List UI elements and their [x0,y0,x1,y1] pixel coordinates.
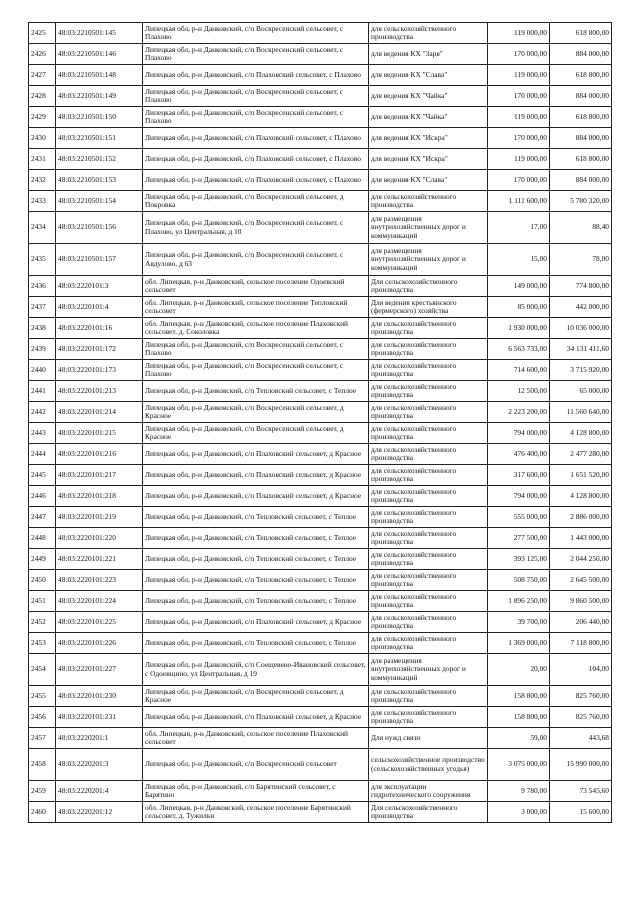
cadastral-value-cell: 104,00 [550,654,612,686]
row-number: 2426 [29,44,56,65]
area-cell: 85 000,00 [488,297,550,318]
address-cell: Липецкая обл, р-н Данковский, с/п Воскресенский сельсовет, с Плахово [143,107,369,128]
address-cell: Липецкая обл, р-н Данковский, с/п Тепловский сельсовет, с Теплое [143,570,369,591]
row-number: 2437 [29,297,56,318]
area-cell: 1 896 250,00 [488,591,550,612]
cadastral-value-cell: 11 560 640,00 [550,402,612,423]
row-number: 2435 [29,244,56,276]
purpose-cell: для сельскохозяйственного производства [369,381,488,402]
cadastral-number: 48:03:2220101:225 [56,612,143,633]
table-row [29,486,612,507]
table-row [29,402,612,423]
cadastral-number: 48:03:2220101:16 [56,318,143,339]
cadastral-value-cell: 15 600,00 [550,802,612,823]
cadastral-value-cell: 34 131 411,60 [550,339,612,360]
table-row [29,44,612,65]
area-cell: 6 563 733,00 [488,339,550,360]
table-row [29,528,612,549]
cadastral-value-cell: 1 443 000,00 [550,528,612,549]
address-cell: Липецкая обл, р-н Данковский, с/п Плаховский сельсовет, д Красное [143,444,369,465]
address-cell: Липецкая обл, р-н Данковский, с/п Плаховский сельсовет, с Плахово [143,65,369,86]
cadastral-number: 48:03:2220101:173 [56,360,143,381]
area-cell: 3 075 000,00 [488,749,550,781]
area-cell: 1 930 000,00 [488,318,550,339]
cadastral-value-cell: 2 645 500,00 [550,570,612,591]
purpose-cell: Для сельскохозяйственного производства [369,802,488,823]
area-cell: 9 780,00 [488,781,550,802]
area-cell: 158 800,00 [488,707,550,728]
purpose-cell: для сельскохозяйственного производства [369,591,488,612]
area-cell: 158 800,00 [488,686,550,707]
address-cell: Липецкая обл, р-н Данковский, с/п Тепловский сельсовет, с Теплое [143,633,369,654]
row-number: 2430 [29,128,56,149]
area-cell: 15,00 [488,244,550,276]
area-cell: 1 111 600,00 [488,191,550,212]
cadastral-value-cell: 884 000,00 [550,128,612,149]
cadastral-number: 48:03:2220101:226 [56,633,143,654]
cadastral-value-cell: 618 800,00 [550,107,612,128]
table-row [29,107,612,128]
row-number: 2446 [29,486,56,507]
row-number: 2439 [29,339,56,360]
row-number: 2447 [29,507,56,528]
row-number: 2433 [29,191,56,212]
address-cell: Липецкая обл, р-н Данковский, с/п Тепловский сельсовет, с Теплое [143,381,369,402]
cadastral-number: 48:03:2210501:148 [56,65,143,86]
table-row [29,244,612,276]
cadastral-value-cell: 884 000,00 [550,170,612,191]
address-cell: Липецкая обл, р-н Данковский, с/п Воскресенский сельсовет, д Покровка [143,191,369,212]
area-cell: 317 600,00 [488,465,550,486]
area-cell: 476 400,00 [488,444,550,465]
address-cell: Липецкая обл, р-н Данковский, с/п Воскресенский сельсовет, с Плахово [143,23,369,44]
cadastral-value-cell: 5 780 320,00 [550,191,612,212]
table-row [29,339,612,360]
purpose-cell: для ведения КХ "Заря" [369,44,488,65]
address-cell: Липецкая обл, р-н Данковский, с/п Плаховский сельсовет, с Плахово [143,128,369,149]
cadastral-value-cell: 3 715 920,00 [550,360,612,381]
table-row [29,297,612,318]
row-number: 2454 [29,654,56,686]
table-row [29,465,612,486]
area-cell: 714 600,00 [488,360,550,381]
area-cell: 1 369 000,00 [488,633,550,654]
address-cell: Липецкая обл, р-н Данковский, с/п Плаховский сельсовет, с Плахово [143,149,369,170]
cadastral-number: 48:03:2220201:1 [56,728,143,749]
cadastral-value-cell: 7 118 800,00 [550,633,612,654]
row-number: 2460 [29,802,56,823]
table-row [29,802,612,823]
row-number: 2431 [29,149,56,170]
table-row [29,612,612,633]
row-number: 2457 [29,728,56,749]
cadastral-number: 48:03:2210501:152 [56,149,143,170]
table-body [29,23,612,823]
purpose-cell: для сельскохозяйственного производства [369,486,488,507]
cadastral-number: 48:03:2220101:218 [56,486,143,507]
table-row [29,191,612,212]
address-cell: Липецкая обл, р-н Данковский, с/п Тепловский сельсовет, с Теплое [143,549,369,570]
table-row [29,149,612,170]
table-row [29,749,612,781]
purpose-cell: для сельскохозяйственного производства [369,507,488,528]
area-cell: 794 000,00 [488,423,550,444]
row-number: 2449 [29,549,56,570]
cadastral-value-cell: 4 128 800,00 [550,423,612,444]
cadastral-value-cell: 884 000,00 [550,86,612,107]
cadastral-number: 48:03:2210501:154 [56,191,143,212]
cadastral-number: 48:03:2220101:172 [56,339,143,360]
address-cell: Липецкая обл, р-н Данковский, с/п Воскресенский сельсовет, с Авдулово, д 63 [143,244,369,276]
cadastral-number: 48:03:2220101:217 [56,465,143,486]
cadastral-number: 48:03:2220101:215 [56,423,143,444]
address-cell: Липецкая обл, р-н Данковский, с/п Воскресенский сельсовет, д Красное [143,423,369,444]
cadastral-number: 48:03:2220201:12 [56,802,143,823]
row-number: 2436 [29,276,56,297]
cadastral-number: 48:03:2220101:231 [56,707,143,728]
purpose-cell: для эксплуатации гидротехнического сооружения [369,781,488,802]
purpose-cell: для сельскохозяйственного производства [369,360,488,381]
cadastral-value-cell: 774 800,00 [550,276,612,297]
address-cell: обл. Липецкая, р-н Данковский, сельское поселение Одоевский сельсовет [143,276,369,297]
table-row [29,423,612,444]
purpose-cell: для ведения КХ "Чайка" [369,86,488,107]
purpose-cell: для сельскохозяйственного производства [369,402,488,423]
area-cell: 39 700,00 [488,612,550,633]
area-cell: 393 125,00 [488,549,550,570]
purpose-cell: для ведения КХ "Слава" [369,170,488,191]
table-row [29,654,612,686]
area-cell: 170 000,00 [488,44,550,65]
area-cell: 3 000,00 [488,802,550,823]
row-number: 2458 [29,749,56,781]
row-number: 2429 [29,107,56,128]
table-row [29,65,612,86]
address-cell: Липецкая обл, р-н Данковский, с/п Воскресенский сельсовет, д Красное [143,686,369,707]
purpose-cell: сельскохозяйственное производство (сельскохозяйственных угодья) [369,749,488,781]
address-cell: Липецкая обл, р-н Данковский, с/п Тепловский сельсовет, с Теплое [143,591,369,612]
table-row [29,591,612,612]
cadastral-value-cell: 88,40 [550,212,612,244]
purpose-cell: для сельскохозяйственного производства [369,318,488,339]
row-number: 2445 [29,465,56,486]
cadastral-number: 48:03:2210501:157 [56,244,143,276]
cadastral-value-cell: 825 760,00 [550,686,612,707]
purpose-cell: для сельскохозяйственного производства [369,423,488,444]
address-cell: Липецкая обл, р-н Данковский, с/п Барятинский сельсовет, с Барятино [143,781,369,802]
cadastral-number: 48:03:2220201:4 [56,781,143,802]
cadastral-number: 48:03:2220101:216 [56,444,143,465]
purpose-cell: для сельскохозяйственного производства [369,570,488,591]
area-cell: 119 000,00 [488,107,550,128]
row-number: 2438 [29,318,56,339]
cadastral-value-cell: 10 036 000,00 [550,318,612,339]
area-cell: 508 750,00 [488,570,550,591]
cadastral-value-cell: 206 440,00 [550,612,612,633]
cadastral-value-cell: 618 800,00 [550,149,612,170]
purpose-cell: для сельскохозяйственного производства [369,339,488,360]
purpose-cell: для размещения внутрихозяйственных дорог и коммуникаций [369,654,488,686]
cadastral-value-cell: 65 000,00 [550,381,612,402]
table-row [29,507,612,528]
cadastral-number: 48:03:2220101:221 [56,549,143,570]
table-row [29,381,612,402]
row-number: 2434 [29,212,56,244]
area-cell: 170 000,00 [488,128,550,149]
address-cell: обл. Липецкая, р-н Данковский, сельское поселение Плаховский сельсовет, д. Соколовка [143,318,369,339]
table-row [29,212,612,244]
cadastral-number: 48:03:2220101:223 [56,570,143,591]
cadastral-value-cell: 618 800,00 [550,23,612,44]
table-row [29,318,612,339]
address-cell: обл. Липецкая, р-н Данковский, сельское поселение Барятинский сельсовет, д. Тужилки [143,802,369,823]
purpose-cell: для сельскохозяйственного производства [369,633,488,654]
row-number: 2459 [29,781,56,802]
table-row [29,128,612,149]
purpose-cell: для ведения КХ "Искра" [369,128,488,149]
cadastral-number: 48:03:2220101:224 [56,591,143,612]
row-number: 2455 [29,686,56,707]
row-number: 2452 [29,612,56,633]
table-row [29,360,612,381]
area-cell: 17,00 [488,212,550,244]
cadastral-value-cell: 2 886 000,00 [550,507,612,528]
purpose-cell: для сельскохозяйственного производства [369,191,488,212]
purpose-cell: для ведения КХ "Чайка" [369,107,488,128]
address-cell: Липецкая обл, р-н Данковский, с/п Плаховский сельсовет, д Красное [143,465,369,486]
purpose-cell: для размещения внутрихозяйственных дорог и коммуникаций [369,244,488,276]
address-cell: Липецкая обл, р-н Данковский, с/п Воскресенский сельсовет, с Плахово, ул Центральная, д 10 [143,212,369,244]
purpose-cell: для сельскохозяйственного производства [369,549,488,570]
table-row [29,728,612,749]
area-cell: 149 000,00 [488,276,550,297]
address-cell: Липецкая обл, р-н Данковский, с/п Плаховский сельсовет, д Красное [143,612,369,633]
address-cell: Липецкая обл, р-н Данковский, с/п Воскресенский сельсовет, д Красное [143,402,369,423]
purpose-cell: Для ведения крестьянского (фермерского) хозяйства [369,297,488,318]
cadastral-number: 48:03:2210501:156 [56,212,143,244]
address-cell: Липецкая обл, р-н Данковский, с/п Тепловский сельсовет, с Теплое [143,528,369,549]
cadastral-number: 48:03:2220101:219 [56,507,143,528]
cadastral-value-cell: 618 800,00 [550,65,612,86]
table-row [29,170,612,191]
row-number: 2427 [29,65,56,86]
cadastral-value-cell: 825 760,00 [550,707,612,728]
row-number: 2451 [29,591,56,612]
cadastral-number: 48:03:2210501:150 [56,107,143,128]
area-cell: 170 000,00 [488,86,550,107]
table-row [29,686,612,707]
area-cell: 2 223 200,00 [488,402,550,423]
table-row [29,707,612,728]
table-row [29,23,612,44]
cadastral-number: 48:03:2210501:146 [56,44,143,65]
row-number: 2443 [29,423,56,444]
address-cell: Липецкая обл, р-н Данковский, с/п Плаховский сельсовет, с Плахово [143,170,369,191]
row-number: 2428 [29,86,56,107]
area-cell: 59,00 [488,728,550,749]
table-row [29,549,612,570]
table-row [29,570,612,591]
address-cell: Липецкая обл, р-н Данковский, с/п Плаховский сельсовет, д Красное [143,707,369,728]
cadastral-number: 48:03:2220101:214 [56,402,143,423]
cadastral-number: 48:03:2220101:227 [56,654,143,686]
cadastral-number: 48:03:2210501:149 [56,86,143,107]
cadastral-value-cell: 73 545,60 [550,781,612,802]
cadastral-value-cell: 2 044 250,00 [550,549,612,570]
area-cell: 277 500,00 [488,528,550,549]
table-row [29,276,612,297]
address-cell: Липецкая обл, р-н Данковский, с/п Воскресенский сельсовет, с Плахово [143,360,369,381]
row-number: 2440 [29,360,56,381]
table-row [29,444,612,465]
table-row [29,633,612,654]
address-cell: обл. Липецкая, р-н Данковский, сельское поселение Плаховский сельсовет [143,728,369,749]
cadastral-number: 48:03:2210501:151 [56,128,143,149]
row-number: 2432 [29,170,56,191]
purpose-cell: для сельскохозяйственного производства [369,528,488,549]
purpose-cell: для размещения внутрихозяйственных дорог и коммуникаций [369,212,488,244]
purpose-cell: для сельскохозяйственного производства [369,612,488,633]
table-row [29,86,612,107]
cadastral-number: 48:03:2220101:4 [56,297,143,318]
table-row [29,781,612,802]
purpose-cell: для сельскохозяйственного производства [369,23,488,44]
cadastral-value-cell: 442 000,00 [550,297,612,318]
area-cell: 170 000,00 [488,170,550,191]
cadastral-number: 48:03:2210501:145 [56,23,143,44]
row-number: 2441 [29,381,56,402]
row-number: 2456 [29,707,56,728]
purpose-cell: для сельскохозяйственного производства [369,707,488,728]
address-cell: Липецкая обл, р-н Данковский, с/п Воскресенский сельсовет, с Плахово [143,44,369,65]
area-cell: 20,00 [488,654,550,686]
cadastral-value-cell: 9 860 500,00 [550,591,612,612]
purpose-cell: для сельскохозяйственного производства [369,686,488,707]
purpose-cell: Для нужд связи [369,728,488,749]
cadastral-value-cell: 78,00 [550,244,612,276]
cadastral-number: 48:03:2220101:3 [56,276,143,297]
area-cell: 555 000,00 [488,507,550,528]
cadastral-number: 48:03:2220101:213 [56,381,143,402]
row-number: 2448 [29,528,56,549]
cadastral-value-cell: 15 990 000,00 [550,749,612,781]
area-cell: 794 000,00 [488,486,550,507]
cadastral-value-cell: 443,68 [550,728,612,749]
purpose-cell: для сельскохозяйственного производства [369,465,488,486]
address-cell: Липецкая обл, р-н Данковский, с/п Плаховский сельсовет, д Красное [143,486,369,507]
area-cell: 119 000,00 [488,65,550,86]
cadastral-number: 48:03:2220101:230 [56,686,143,707]
area-cell: 119 000,00 [488,149,550,170]
purpose-cell: Для сельскохозяйственного производства [369,276,488,297]
cadastral-number: 48:03:2220201:3 [56,749,143,781]
address-cell: Липецкая обл, р-н Данковский, с/п Тепловский сельсовет, с Теплое [143,507,369,528]
row-number: 2444 [29,444,56,465]
cadastral-number: 48:03:2220101:220 [56,528,143,549]
purpose-cell: для ведения КХ "Искра" [369,149,488,170]
cadastral-value-cell: 884 000,00 [550,44,612,65]
address-cell: Липецкая обл, р-н Данковский, с/п Воскресенский сельсовет, с Плахово [143,339,369,360]
cadastral-table [28,22,612,823]
address-cell: Липецкая обл, р-н Данковский, с/п Воскресенский сельсовет, с Плахово [143,86,369,107]
row-number: 2425 [29,23,56,44]
purpose-cell: для ведения КХ "Слава" [369,65,488,86]
row-number: 2450 [29,570,56,591]
area-cell: 119 000,00 [488,23,550,44]
area-cell: 12 500,00 [488,381,550,402]
row-number: 2453 [29,633,56,654]
row-number: 2442 [29,402,56,423]
cadastral-value-cell: 2 477 280,00 [550,444,612,465]
address-cell: Липецкая обл, р-н Данковский, с/п Соещевено-Ивановский сельсовет, с Одоевщино, ул Центральная, д 19 [143,654,369,686]
cadastral-value-cell: 1 651 520,00 [550,465,612,486]
cadastral-value-cell: 4 128 800,00 [550,486,612,507]
cadastral-number: 48:03:2210501:153 [56,170,143,191]
purpose-cell: для сельскохозяйственного производства [369,444,488,465]
address-cell: обл. Липецкая, р-н Данковский, сельское поселение Тепловский сельсовет [143,297,369,318]
address-cell: Липецкая обл, р-н Данковский, с/п Воскресенский сельсовет [143,749,369,781]
